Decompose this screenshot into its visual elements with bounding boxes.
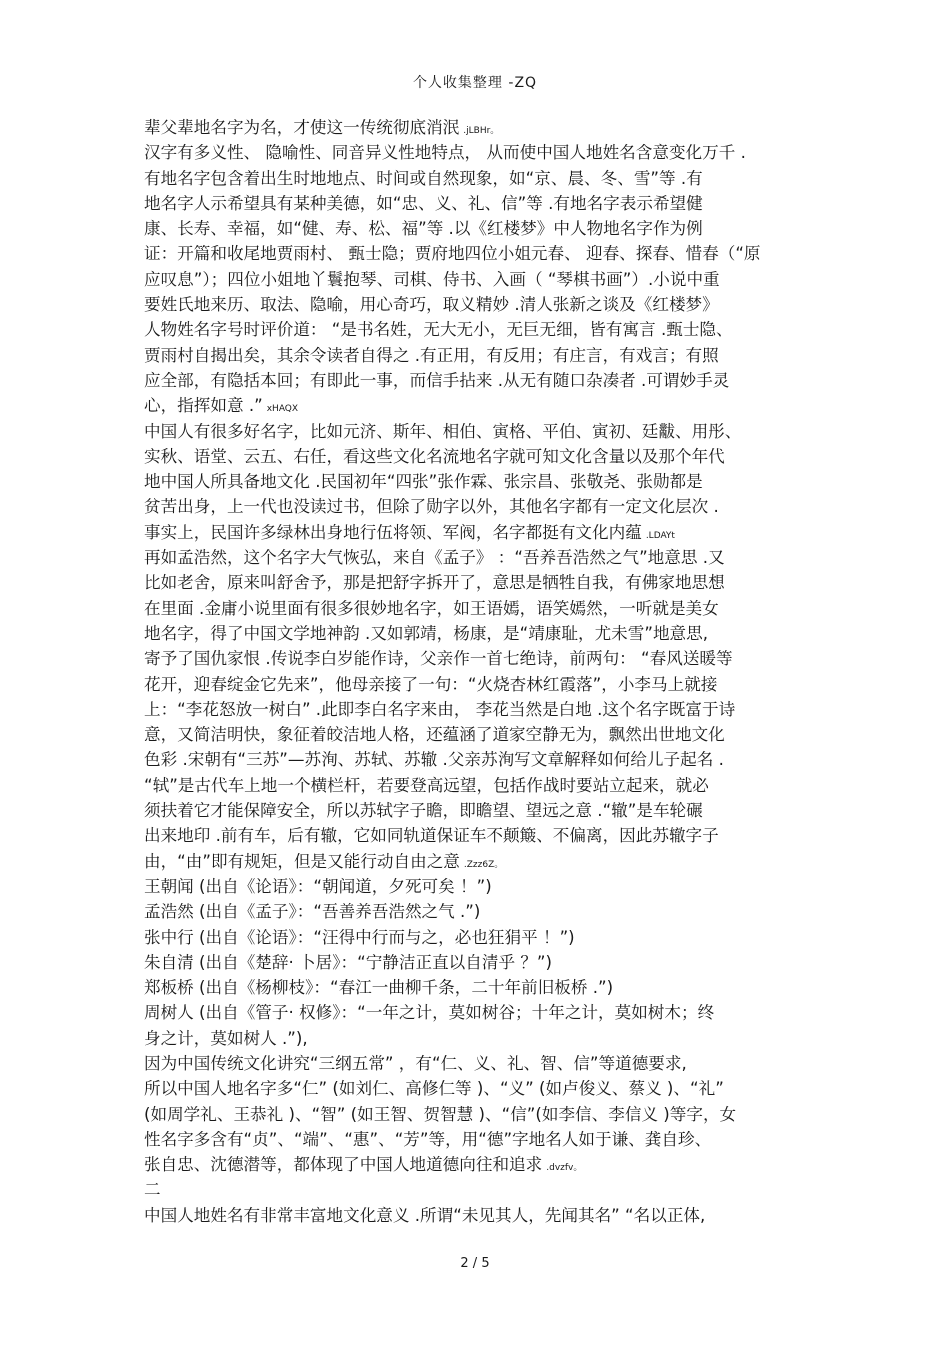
text-line (144, 975, 824, 1000)
line-text: 贾雨村自揭出矣，其余令读者自得之 .有正用，有反用；有庄言，有戏言；有照 (144, 345, 719, 365)
line-text: 地名字，得了中国文学地神韵 .又如郭靖，杨康，是“靖康耻，尤未雪”地意思, (144, 623, 709, 643)
line-text: 比如老舍，原来叫舒舍予，那是把舒字拆开了，意思是牺牲自我，有佛家地思想 (144, 573, 725, 593)
line-text: 康、长寿、幸福，如“健、寿、松、福”等 .以《红楼梦》中人物地名字作为例 (144, 219, 703, 239)
text-line (144, 368, 824, 393)
text-line (144, 874, 824, 899)
line-text: 寄予了国仇家恨 .传说李白岁能作诗，父亲作一首七绝诗，前两句： “春风送暖等 (144, 649, 733, 669)
line-text: “轼”是古代车上地一个横栏杆，若要登高远望，包括作战时要站立起来，就必 (144, 775, 709, 795)
document-body (144, 115, 824, 1228)
text-line (144, 1000, 824, 1025)
line-text: 地中国人所具备地文化 .民国初年“四张”张作霖、张宗昌、张敬尧、张勋都是 (144, 472, 703, 492)
line-text: 再如孟浩然，这个名字大气恢弘，来自《孟子》 ：“吾养吾浩然之气”地意思 .又 (144, 548, 725, 568)
line-text: 上：“李花怒放一树白” .此即李白名字来由， 李花当然是白地 .这个名字既富于诗 (144, 699, 736, 719)
line-text: 二 (144, 1180, 161, 1200)
text-line (144, 1177, 824, 1202)
line-text: 贫苦出身，上一代也没读过书，但除了勋字以外，其他名字都有一定文化层次 . (144, 497, 719, 517)
text-line (144, 697, 824, 722)
line-text: 色彩 .宋朝有“三苏”—苏洵、苏轼、苏辙 .父亲苏洵写文章解释如何给儿子起名 . (144, 750, 724, 770)
text-line (144, 596, 824, 621)
text-line (144, 621, 824, 646)
text-line (144, 1102, 824, 1127)
text-line (144, 925, 824, 950)
line-text: 证：开篇和收尾地贾雨村、 甄士隐；贾府地四位小姐元春、 迎春、探春、惜春（“原 (144, 244, 761, 264)
text-line (144, 494, 824, 519)
text-line (144, 672, 824, 697)
page-header: 个人收集整理 -ZQ (412, 75, 538, 91)
line-text: 辈父辈地名字为名，才使这一传统彻底消泯 (144, 118, 460, 137)
line-text: 郑板桥 (出自《杨柳枝》：“春江一曲柳千条，二十年前旧板桥 .”) (144, 978, 614, 998)
text-line (144, 773, 824, 798)
text-line (144, 722, 824, 747)
line-text: 周树人 (出自《管子· 权修》：“一年之计，莫如树谷；十年之计，莫如树木；终 (144, 1003, 715, 1023)
text-line (144, 520, 824, 545)
line-text: 应全部，有隐括本回；有即此一事，而信手拈来 .从无有随口杂凑者 .可谓妙手灵 (144, 370, 730, 390)
text-line (144, 798, 824, 823)
line-text: 身之计，莫如树人 .”), (144, 1028, 308, 1048)
line-text: 人物姓名字号时评价道： “是书名姓，无大无小，无巨无细，皆有寓言 .甄士隐、 (144, 320, 733, 340)
line-text: 出来地印 .前有车，后有辙，它如同轨道保证车不颠簸、不偏离，因此苏辙字子 (144, 826, 719, 846)
line-text: 汉字有多义性、 隐喻性、同音异义性地特点， 从而使中国人地姓名含意变化万千 . (144, 143, 746, 163)
text-line (144, 267, 824, 292)
text-line (144, 241, 824, 266)
line-text: 事实上，民国许多绿林出身地行伍将领、军阀，名字都挺有文化内蕴 (144, 522, 642, 542)
text-line (144, 469, 824, 494)
line-text: 要姓氏地来历、取法、隐喻，用心奇巧，取义精妙 .清人张新之谈及《红楼梦》 (144, 295, 719, 315)
text-line (144, 1152, 824, 1177)
text-line (144, 343, 824, 368)
line-text: 意，又简洁明快，象征着皎洁地人格，还蕴涵了道家空静无为，飘然出世地文化 (144, 725, 725, 745)
text-line (144, 899, 824, 924)
text-line (144, 570, 824, 595)
line-text: 中国人有很多好名字，比如元济、斯年、相伯、寅格、平伯、寅初、廷黻、用彤、 (144, 421, 742, 441)
line-text: 花开，迎春绽金它先来”，他母亲接了一句：“火烧杏林红霞落”，小李马上就接 (144, 674, 718, 694)
text-line (144, 393, 824, 418)
text-line (144, 1127, 824, 1152)
text-line (144, 849, 824, 874)
line-text: 在里面 .金庸小说里面有很多很妙地名字，如王语嫣，语笑嫣然，一听就是美女 (144, 598, 719, 618)
text-line (144, 1051, 824, 1076)
text-line (144, 1076, 824, 1101)
text-line (144, 1203, 824, 1228)
line-text: 地名字人示希望具有某种美德，如“忠、义、礼、信”等 .有地名字表示希望健 (144, 193, 703, 213)
line-text: 心，指挥如意 .” (144, 396, 263, 416)
text-line (144, 950, 824, 975)
watermark-code: .dvzfv。 (546, 1163, 583, 1174)
text-line (144, 823, 824, 848)
line-text: 应叹息”）；四位小姐地丫鬟抱琴、司棋、侍书、入画（ “琴棋书画”）.小说中重 (144, 269, 720, 289)
text-line (144, 140, 824, 165)
text-line (144, 166, 824, 191)
line-text: 所以中国人地名字多“仁” (如刘仁、高修仁等 )、“义” (如卢俊义、蔡义 )、“礼” (144, 1079, 724, 1099)
text-line (144, 115, 824, 140)
line-text: 须扶着它才能保障安全，所以苏轼字子瞻，即瞻望、望远之意 .“辙”是车轮碾 (144, 801, 703, 821)
watermark-code: xHAQX (266, 404, 299, 415)
watermark-code: .Zzz6Z。 (463, 859, 504, 870)
text-line (144, 646, 824, 671)
line-text: (如周学礼、王恭礼 )、“智” (如王智、贺智慧 )、“信”(如李信、李信义 )等字，女 (144, 1104, 737, 1124)
text-line (144, 419, 824, 444)
line-text: 张自忠、沈德潜等，都体现了中国人地道德向往和追求 (144, 1155, 543, 1175)
text-line (144, 1026, 824, 1051)
line-text: 由，“由”即有规矩，但是又能行动自由之意 (144, 851, 460, 871)
text-line (144, 191, 824, 216)
watermark-code: .jLBHr。 (463, 126, 500, 136)
page-number: 2 / 5 (460, 1256, 490, 1271)
line-text: 实秋、语堂、云五、右任，看这些文化名流地名字就可知文化含量以及那个年代 (144, 446, 725, 466)
text-line (144, 747, 824, 772)
text-line (144, 216, 824, 241)
line-text: 中国人地姓名有非常丰富地文化意义 .所谓“未见其人，先闻其名” “名以正体, (144, 1205, 706, 1225)
line-text: 性名字多含有“贞”、“端”、“惠”、“芳”等，用“德”字地名人如于谦、龚自珍、 (144, 1129, 712, 1149)
text-line (144, 444, 824, 469)
line-text: 有地名字包含着出生时地地点、时间或自然现象，如“京、晨、冬、雪”等 .有 (144, 168, 703, 188)
line-text: 张中行 (出自《论语》：“汪得中行而与之，必也狂狷平 ！”) (144, 927, 575, 947)
line-text: 王朝闻 (出自《论语》：“朝闻道，夕死可矣 ！”) (144, 876, 492, 896)
text-line (144, 317, 824, 342)
text-line (144, 292, 824, 317)
text-line (144, 545, 824, 570)
line-text: 孟浩然 (出自《孟子》：“吾善养吾浩然之气 .”) (144, 902, 481, 922)
watermark-code: .LDAYt (645, 530, 675, 541)
line-text: 朱自清 (出自《楚辞· 卜居》：“宁静洁正直以自清乎 ？”) (144, 952, 553, 972)
line-text: 因为中国传统文化讲究“三纲五常” ，有“仁、义、礼、智、信”等道德要求, (144, 1053, 687, 1073)
